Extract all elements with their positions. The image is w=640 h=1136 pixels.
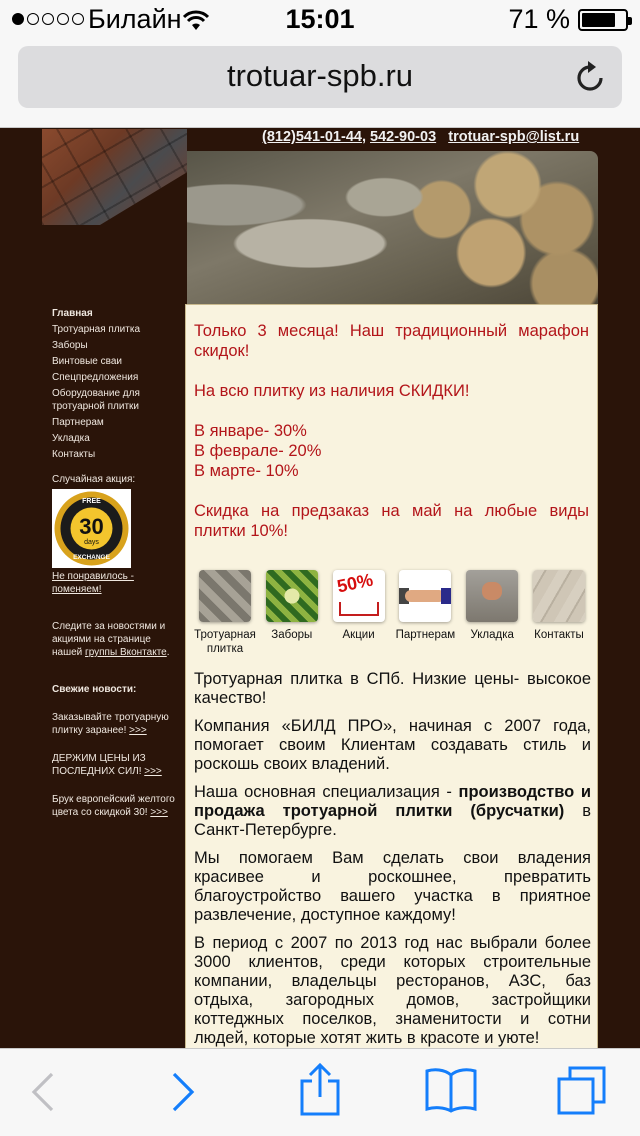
status-bar [0, 0, 640, 40]
nav-home[interactable]: Главная [52, 308, 93, 319]
promo-link[interactable]: Не понравилось - поменяем! [52, 571, 134, 595]
email-link[interactable]: trotuar-spb@list.ru [448, 129, 580, 145]
svg-text:FREE: FREE [82, 498, 101, 505]
handshake-icon[interactable] [399, 570, 451, 622]
nav-equipment[interactable]: Оборудование для тротуарной плитки [52, 388, 140, 412]
news-item: Заказывайте тротуарную плитку заранее! >>> [52, 712, 169, 736]
forward-chevron-icon[interactable] [170, 1071, 196, 1118]
news-more-link[interactable]: >>> [144, 766, 162, 777]
vk-group-link[interactable]: группы Вконтакте [85, 647, 167, 658]
main-content [185, 304, 598, 1049]
svg-text:EXCHANGE: EXCHANGE [73, 554, 110, 561]
category-paving-tiles[interactable]: Тротуарная плитка [192, 570, 258, 656]
site-header [42, 129, 598, 305]
news-more-link[interactable]: >>> [150, 807, 168, 818]
nav-paving-tiles[interactable]: Тротуарная плитка [52, 324, 141, 335]
nav-contacts[interactable]: Контакты [52, 449, 96, 460]
article-help: Мы помогаем Вам сделать свои владения красивее и роскошнее, превратить благоустройство вашего участка в приятное развлечение, доступное каждому! [194, 849, 591, 924]
category-icon-row [192, 570, 592, 656]
article-specialization: Наша основная специализация - производство и продажа тротуарной плитки (брусчатки) в Санкт-Петербурге. [194, 783, 591, 839]
tabs-icon[interactable] [556, 1065, 608, 1122]
carrier-name: Билайн [88, 4, 182, 34]
promo-march: В марте- 10% [194, 462, 299, 480]
category-contacts[interactable]: Контакты [526, 570, 592, 656]
bookmarks-icon[interactable] [424, 1067, 478, 1118]
article-company: Компания «БИЛД ПРО», начиная с 2007 года, помогает своим Клиентам создавать стиль и роскошь своих владений. [194, 717, 591, 773]
article-intro: Тротуарная плитка в СПб. Низкие цены- высокое качество! [194, 670, 591, 707]
clock: 15:01 [285, 4, 355, 34]
news-item: ДЕРЖИМ ЦЕНЫ ИЗ ПОСЛЕДНИХ СИЛ! >>> [52, 753, 162, 777]
discount-promo [194, 321, 589, 541]
header-contacts: (812)541-01-44, 542-90-03 trotuar-spb@list.ru [262, 129, 580, 145]
exchange-30-days-badge[interactable] [52, 489, 131, 568]
news-more-link[interactable]: >>> [129, 725, 147, 736]
share-icon[interactable] [296, 1063, 344, 1122]
nav-partners[interactable]: Партнерам [52, 417, 104, 428]
category-partners[interactable]: Партнерам [392, 570, 458, 656]
promo-stock-discount: На всю плитку из наличия СКИДКИ! [194, 382, 470, 400]
reload-icon[interactable] [574, 60, 606, 99]
nav-special-offers[interactable]: Спецпредложения [52, 372, 139, 383]
nav-fences[interactable]: Заборы [52, 340, 88, 351]
sidebar [52, 307, 182, 819]
news-item: Брук европейский желтого цвета со скидкой 30! >>> [52, 794, 175, 818]
social-text: Следите за новостями и акциями на странице нашей группы Вконтакте. [52, 621, 170, 658]
back-chevron-icon[interactable] [30, 1071, 56, 1118]
address-bar[interactable] [18, 46, 622, 108]
paving-tile-icon[interactable] [199, 570, 251, 622]
nav-laying[interactable]: Укладка [52, 433, 90, 444]
promo-january: В январе- 30% [194, 422, 307, 440]
contacts-icon[interactable] [533, 570, 585, 622]
promo-headline: Только 3 месяца! Наш традиционный марафон скидок! [194, 322, 589, 360]
category-laying[interactable]: Укладка [459, 570, 525, 656]
article-clients: В период с 2007 по 2013 год нас выбрали более 3000 клиентов, среди которых строительные компании, владельцы ресторанов, АЗС, баз отдыха, загородных домов, застройщики коттеджных поселков, знаменитости и сотни людей, которые хотят жить в красоте и уюте! [194, 934, 591, 1047]
svg-text:days: days [84, 539, 99, 546]
sale-icon[interactable]: 50% [333, 570, 385, 622]
web-page [0, 129, 640, 1049]
paving-stones-banner [187, 151, 598, 305]
promo-preorder: Скидка на предзаказ на май на любые виды плитки 10%! [194, 502, 589, 540]
battery-icon [578, 9, 628, 31]
browser-top-chrome [0, 0, 640, 128]
category-fences[interactable]: Заборы [259, 570, 325, 656]
phone-link-1[interactable]: (812)541-01-44 [262, 129, 362, 145]
fence-icon[interactable] [266, 570, 318, 622]
svg-text:30: 30 [79, 514, 104, 539]
battery-percent: 71 % [508, 4, 570, 34]
article-text [194, 670, 591, 1049]
browser-toolbar [0, 1048, 640, 1136]
promo-february: В феврале- 20% [194, 442, 322, 460]
category-sales[interactable]: 50% Акции [326, 570, 392, 656]
news-title: Свежие новости: [52, 684, 137, 695]
phone-link-2[interactable]: 542-90-03 [370, 129, 437, 145]
nav-screw-piles[interactable]: Винтовые сваи [52, 356, 122, 367]
url-text[interactable]: trotuar-spb.ru [226, 58, 414, 93]
brick-paving-image [42, 129, 187, 225]
random-promo-label: Случайная акция: [52, 474, 136, 485]
laying-icon[interactable] [466, 570, 518, 622]
